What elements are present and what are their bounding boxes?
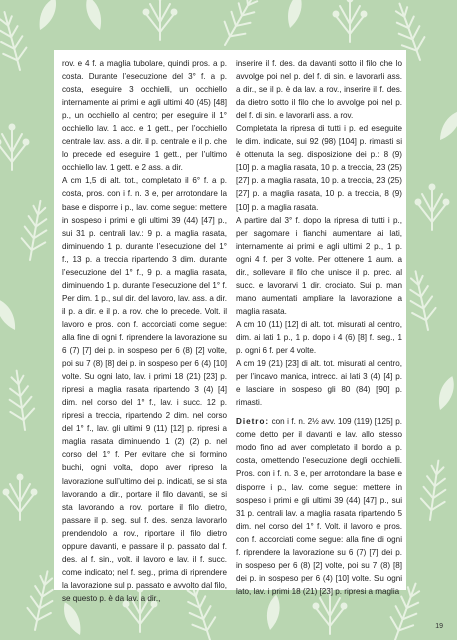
back-section [236,415,402,598]
paragraph: inserire il f. des. da davanti sotto il filo che lo avvolge poi nel p. del f. di sin. e lavorarli ass. a dir., se il p. è da lav. a rov., inserire il f. des. da dietro sotto il filo che lo avvolge poi nel p. del f. di sin. e lavorarli ass. a rov. [236,59,402,121]
paragraph: A cm 19 (21) [23] di alt. tot. misurati al centro, per l’incavo manica, intrecc. ai lati 3 (4) [4] p. e lasciare in sospeso gli 80 (84) [90] p. rimasti. [236,359,402,408]
section-text: con i f. n. 2½ avv. 109 (119) [125] p. come detto per il davanti e lav. allo stesso modo fino ad aver completato il bordo a p. costa, omettendo l’esecuzione degli occhielli. Pros. con i f. n. 3 e, per arrotondare la base e disporre i p., lav. come segue: mettere in sospeso i primi e gli ultimi 39 (44) [47] p., sui 31 p. centrali lav. a maglia rasata ripartendo 5 dim. nel corso del 1° f. Volt. il lavoro e pros. con f. accorciati come segue: alla fine di ogni f. riprendere la lavorazione su 6 (7) [7] dei p. in sospeso per 6 (8) [2] volte, poi su 7 (8) [8] dei p. in sospeso per 6 (4) [10] volte. Su ogni lato, lav. i primi 18 (21) [23] p. ripresi a maglia [236,417,402,596]
paragraph: A cm 1,5 di alt. tot., completato il 6° f. a p. costa, pros. con i f. n. 3 e, per arrotondare la base e disporre i p., lav. come segue: mettere in sospeso i primi e gli ultimi 39 (44) [47] p., sui 31 p. centrali lav.: 9 p. a maglia rasata, diminuendo 1 p. durante l’esecuzione del 1° f., 13 p. a treccia ripartendo 3 dim. durante l’esecuzione del 1° f., 9 p. a maglia rasata, diminuendo 1 p. durante l’esecuzione del 1° f. Per dim. 1 p., sul dir. del lavoro, lav. ass. a dir. il p. a dir. e il p. a rov. che lo precede. Volt. il lavoro e pros. con f. accorciati come segue: alla fine di ogni f. riprendere la lavorazione su 6 (7) [7] dei p. in sospeso per 6 (8) [2] volte, poi su 7 (8) [8] dei p. in sospeso per 6 (4) [10] volte. Su ogni lato, lav. i primi 18 (21) [23] p. ripresi a maglia rasata ripartendo 3 (4) [4] dim. nel corso del 1° f., lav. i succ. 12 p. ripresi a treccia, ripartendo 2 dim. nel corso del 1° f., lav. gli ultimi 9 (11) [12] p. ripresi a maglia rasata diminuendo 1 (2) (2) p. nel corso del 1° f. Per evitare che si formino buchi, ogni volta, dopo aver ripreso la lavorazione sull’ultimo dei p. indicati, se si sta lavorando a dir., portare il filo davanti, se si sta lavorando a rov. portare il filo dietro, passare il p. seg. sul f. des. senza lavorarlo prendendolo a rov., riportare il filo dietro oppure davanti, e passare il p. passato dal f. des. al f. sin., volt. il lavoro e lav. il f. succ. come indicato; nel f. seg., prima di riprendere la lavorazione sul p. passato e avvolto dal filo, se questo p. è da lav. a dir., [62,176,227,603]
page-number: 19 [435,623,443,630]
paragraph: Completata la ripresa di tutti i p. ed eseguite le dim. indicate, sui 92 (98) [104] p. rimasti si è ottenuta la seg. disposizione dei p.: 8 (9) [10] p. a maglia rasata, 10 p. a treccia, 23 (25) [27] p. a maglia rasata, 10 p. a treccia, 23 (25) [27] p. a maglia rasata, 10 p. a treccia, 8 (9) [10] p. a maglia rasata. [236,124,402,212]
paragraph: A cm 10 (11) [12] di alt. tot. misurati al centro, dim. ai lati 1 p., 1 p. dopo i 4 (6) [8] f. seg., 1 p. ogni 6 f. per 4 volte. [236,319,402,356]
left-column [62,57,227,605]
right-column [236,57,402,598]
paragraph: A partire dal 3° f. dopo la ripresa di tutti i p., per sagomare i fianchi aumentare ai lati, internamente ai primi e agli ultimi 2 p., 1 p. ogni 4 f. per 3 volte. Per ottenere 1 aum. a dir., sollevare il filo che unisce il p. prec. al succ. e lavorarvi 1 dir. crociato. Sui p. man mano aumentati ampliare la lavorazione a maglia rasata. [236,215,402,316]
paragraph: rov. e 4 f. a maglia tubolare, quindi pros. a p. costa. Durante l’esecuzione del 3° f. a p. costa, eseguire 3 occhielli, un occhiello internamente ai primi e agli ultimi 40 (45) [48] p., un occhiello al centro; per eseguire il 1° occhiello lav. 1 acc. e 1 gett., per l’occhiello centrale lav. ass. a dir. il p. centrale e il p. che lo precede ed eseguire 1 gett., per l’ultimo occhiello lav. 1 gett. e 2 ass. a dir. [62,59,227,173]
section-heading: Dietro: [236,417,270,427]
